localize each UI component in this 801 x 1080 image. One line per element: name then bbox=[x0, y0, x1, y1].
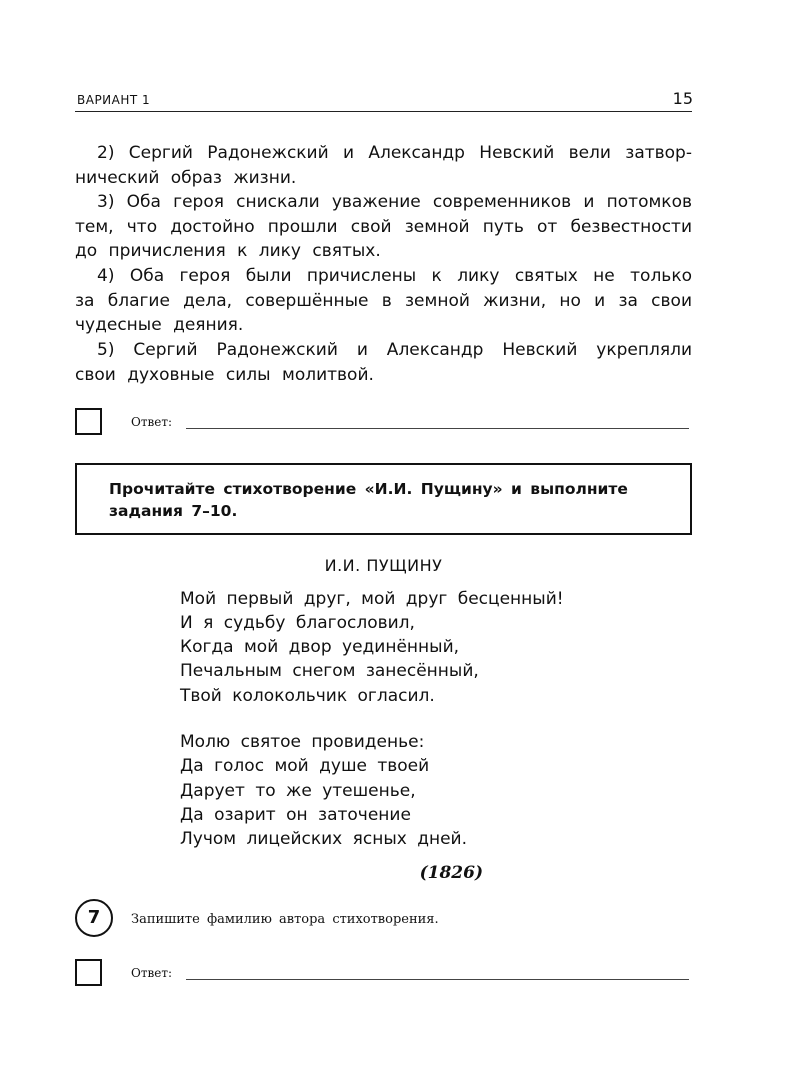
poem-line: Дарует то же утешенье, bbox=[180, 781, 416, 801]
poem-line: Молю святое провиденье: bbox=[180, 732, 425, 752]
statement-line: до причисления к лику святых. bbox=[75, 241, 381, 261]
poem-line: Да голос мой душе твоей bbox=[180, 756, 430, 776]
answer-box[interactable] bbox=[75, 408, 102, 435]
poem-line: Лучом лицейских ясных дней. bbox=[180, 829, 467, 849]
answer-line[interactable] bbox=[186, 979, 689, 980]
task-text: Запишите фамилию автора стихотворения. bbox=[131, 912, 439, 927]
statement-3 bbox=[75, 190, 692, 264]
instruction-text: Прочитайте стихотворение «И.И. Пущину» и выполните задания 7–10. bbox=[109, 480, 628, 520]
poem-line: Мой первый друг, мой друг бесценный! bbox=[180, 589, 564, 609]
statement-line: 5) Сергий Радонежский и Александр Невский укрепляли bbox=[97, 340, 692, 360]
statement-line: 2) Сергий Радонежский и Александр Невский вели затвор- bbox=[97, 143, 692, 163]
answer-line[interactable] bbox=[186, 428, 689, 429]
page-number: 15 bbox=[672, 89, 693, 108]
poem-line: И я судьбу благословил, bbox=[180, 613, 415, 633]
answer-label: Ответ: bbox=[131, 966, 173, 980]
poem-title: И.И. ПУЩИНУ bbox=[324, 556, 443, 575]
poem-line: Когда мой двор уединённый, bbox=[180, 637, 460, 657]
answer-box[interactable] bbox=[75, 959, 102, 986]
statement-line: чудесные деяния. bbox=[75, 315, 244, 335]
statement-2 bbox=[75, 141, 692, 190]
poem-date: (1826) bbox=[419, 863, 483, 883]
statement-line: тем, что достойно прошли свой земной путь от безвестности bbox=[75, 216, 692, 237]
statement-line: нический образ жизни. bbox=[75, 167, 297, 188]
statement-line: 4) Оба героя были причислены к лику святых не только bbox=[97, 266, 692, 286]
poem-line: Твой колокольчик огласил. bbox=[180, 686, 435, 706]
poem-line: Печальным снегом занесённый, bbox=[180, 661, 479, 681]
variant-label: ВАРИАНТ 1 bbox=[77, 93, 151, 107]
statement-line: свои духовные силы молитвой. bbox=[75, 364, 374, 385]
statement-line: 3) Оба героя снискали уважение современников и потомков bbox=[97, 192, 692, 212]
answer-label: Ответ: bbox=[131, 415, 173, 429]
header-divider bbox=[75, 111, 692, 112]
task-number: 7 bbox=[75, 899, 113, 937]
statement-line: за благие дела, совершённые в земной жизни, но и за свои bbox=[75, 290, 692, 311]
statement-5 bbox=[75, 338, 692, 387]
statement-4 bbox=[75, 264, 692, 338]
poem-line: Да озарит он заточение bbox=[180, 805, 411, 825]
